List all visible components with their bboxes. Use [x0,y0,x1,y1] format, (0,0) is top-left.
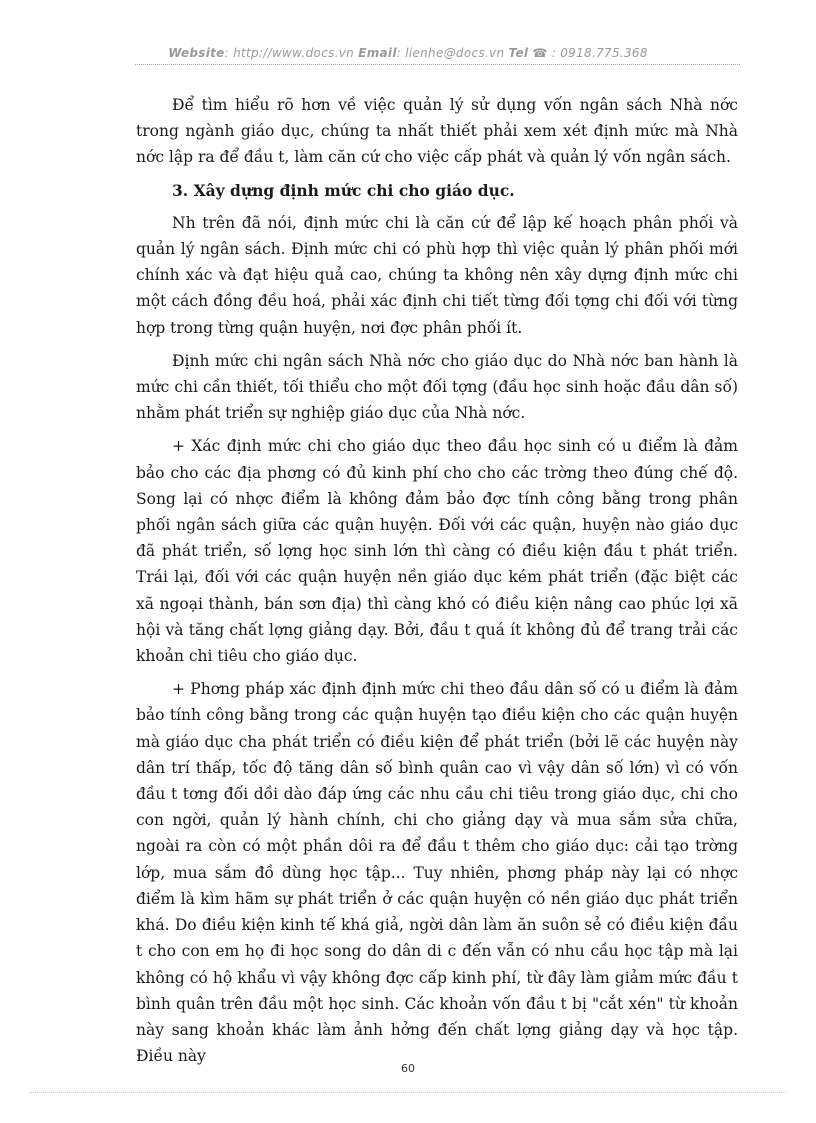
page-number: 60 [401,1062,415,1075]
website-value: : http://www.docs.vn [224,46,355,60]
page-header [0,46,816,60]
section-heading: 3. Xây dựng định mức chi cho giáo dục. [172,180,515,200]
header-divider [135,64,740,65]
paragraph-2: Định mức chi ngân sách Nhà nớc cho giáo dục do Nhà nớc ban hành là mức chi cần thiết, tối thiểu cho một đối tợng (đầu học sinh hoặc đầu dân số) nhằm phát triển sự nghiệp giáo dục của Nhà nớc. [136,351,738,423]
tel-label: Tel [508,46,529,60]
email-value: : lienhe@docs.vn [396,46,505,60]
paragraph-4: + Phơng pháp xác định định mức chi theo đầu dân số có u điểm là đảm bảo tính công bằng trong các quận huyện tạo điều kiện cho các quận huyện mà giáo dục cha phát triển có điều kiện để phát triển (bởi lẽ các huyện này dân trí thấp, tốc độ tăng dân số bình quân cao vì vậy dân số lớn) vì có vốn đầu t tơng đối dồi dào đáp ứng các nhu cầu chi tiêu trong giáo dục, chi cho con ngời, quản lý hành chính, chi cho giảng dạy và mua sắm sửa chữa, ngoài ra còn có một phần dôi ra để đầu t thêm cho giáo dục: cải tạo trờng lớp, mua sắm đồ dùng học tập... Tuy nhiên, phơng pháp này lại có nhợc điểm là kìm hãm sự phát triển ở các quận huyện có nền giáo dục phát triển khá. Do điều kiện kinh tế khá giả, ngời dân làm ăn suôn sẻ có điều kiện đầu t cho con em họ đi học song do dân di c đến vẫn có nhu cầu học tập mà lại không có hộ khẩu vì vậy không đợc cấp kinh phí, từ đây làm giảm mức đầu t bình quân trên đầu một học sinh. Các khoản vốn đầu t bị "cắt xén" từ khoản này sang khoản khác làm ảnh hởng đến chất lợng giảng dạy và học tập. Điều này [136,680,738,1066]
website-label: Website [168,46,225,60]
paragraph-intro: Để tìm hiểu rõ hơn về việc quản lý sử dụng vốn ngân sách Nhà nớc trong ngành giáo dục, chúng ta nhất thiết phải xem xét định mức mà Nhà nớc lập ra để đầu t, làm căn cứ cho việc cấp phát và quản lý vốn ngân sách. [136,96,738,167]
footer-divider [30,1092,786,1093]
paragraph-1: Nh trên đã nói, định mức chi là căn cứ để lập kế hoạch phân phối và quản lý ngân sách. Định mức chi có phù hợp thì việc quản lý phân phối mới chính xác và đạt hiệu quả cao, chúng ta không nên xây dựng định mức chi một cách đồng đều hoá, phải xác định chi tiết từng đối tợng chi đối với từng hợp trong từng quận huyện, nơi đợc phân phối ít. [136,213,738,337]
tel-value: ☎ : 0918.775.368 [528,46,648,60]
paragraph-3: + Xác định mức chi cho giáo dục theo đầu học sinh có u điểm là đảm bảo cho các địa phơng có đủ kinh phí cho cho các trờng theo đúng chế độ. Song lại có nhợc điểm là không đảm bảo đợc tính công bằng trong phân phối ngân sách giữa các quận huyện. Đối với các quận, huyện nào giáo dục đã phát triển, số lợng học sinh lớn thì càng có điều kiện đầu t phát triển. Trái lại, đối với các quận huyện nền giáo dục kém phát triển (đặc biệt các xã ngoại thành, bán sơn địa) thì càng khó có điều kiện nâng cao phúc lợi xã hội và tăng chất lợng giảng dạy. Bởi, đầu t quá ít không đủ để trang trải các khoản chi tiêu cho giáo dục. [136,437,738,666]
document-body [136,92,738,1076]
email-label: Email [358,46,397,60]
